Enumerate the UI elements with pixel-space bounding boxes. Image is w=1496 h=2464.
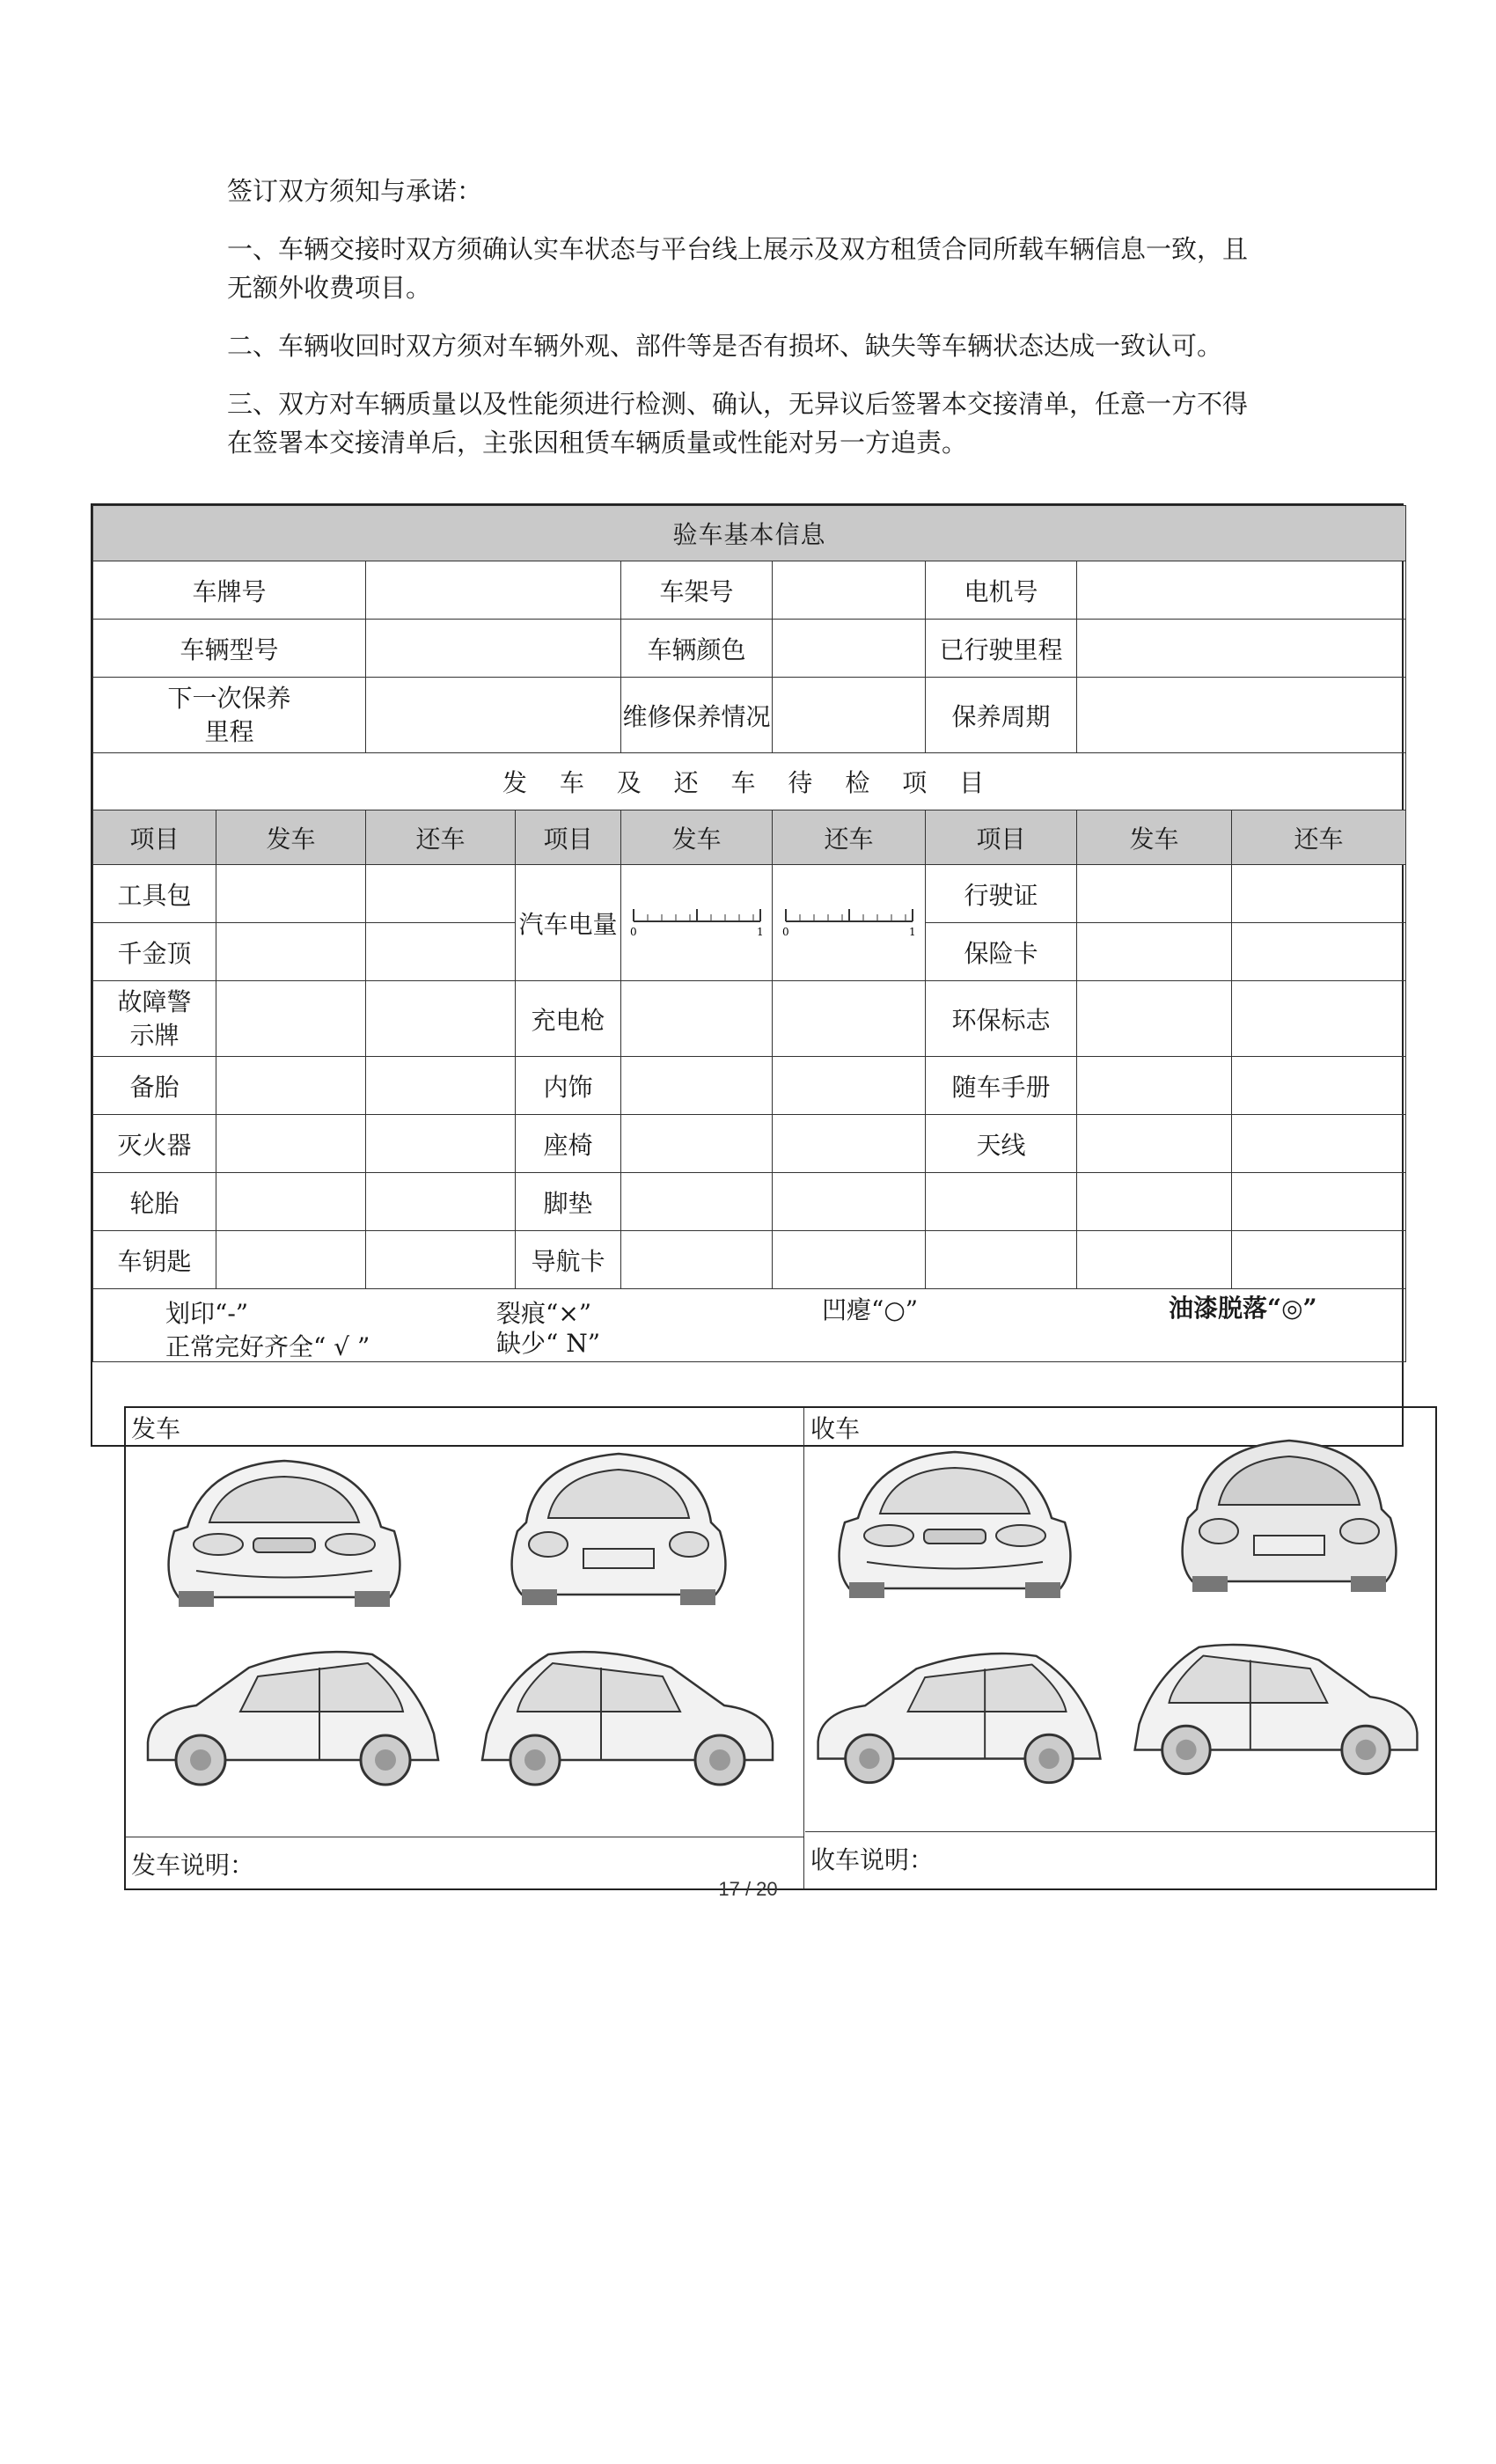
cell[interactable] (1232, 1115, 1406, 1173)
cell[interactable] (621, 981, 773, 1057)
header-depart-2: 发车 (621, 810, 773, 865)
item-mat: 脚垫 (516, 1173, 621, 1231)
item-insurance: 保险卡 (926, 923, 1077, 981)
cell[interactable] (216, 865, 366, 923)
header-depart-3: 发车 (1077, 810, 1232, 865)
motor-field[interactable] (1077, 561, 1406, 620)
gauge-max-label: 1 (908, 926, 916, 937)
cell[interactable] (1077, 1231, 1232, 1289)
cell[interactable] (621, 1057, 773, 1115)
next-service-field[interactable] (366, 678, 621, 753)
header-return-3: 还车 (1232, 810, 1406, 865)
inspection-title: 发 车 及 还 车 待 检 项 目 (93, 753, 1406, 810)
vehicle-diagram-section (124, 1406, 1437, 1890)
legend-missing: 缺少“ N” (496, 1329, 601, 1358)
mileage-label: 已行驶里程 (926, 620, 1077, 678)
legend-scratch: 划印“-” (165, 1299, 249, 1328)
color-field[interactable] (773, 620, 926, 678)
gauge-min-label: 0 (781, 926, 789, 937)
item-toolkit: 工具包 (93, 865, 216, 923)
cell[interactable] (216, 1115, 366, 1173)
item-manual: 随车手册 (926, 1057, 1077, 1115)
next-service-label-b: 里程 (204, 716, 254, 746)
maintenance-label: 维修保养情况 (621, 678, 773, 753)
cell[interactable] (926, 1173, 1077, 1231)
notes-heading: 签订双方须知与承诺： (227, 176, 483, 206)
receive-panel (805, 1408, 1435, 1888)
motor-label: 电机号 (926, 561, 1077, 620)
depart-title: 发车 (131, 1414, 181, 1443)
color-label: 车辆颜色 (621, 620, 773, 678)
mileage-field[interactable] (1077, 620, 1406, 678)
item-spare-tire: 备胎 (93, 1057, 216, 1115)
car-right-side-icon (1122, 1619, 1430, 1786)
cell[interactable] (1077, 865, 1232, 923)
legend-paint: 油漆脱落“◎” (1169, 1294, 1317, 1323)
cell[interactable] (773, 1115, 926, 1173)
cell[interactable] (1232, 1231, 1406, 1289)
cell[interactable] (773, 1057, 926, 1115)
model-label: 车辆型号 (93, 620, 366, 678)
header-return-2: 还车 (773, 810, 926, 865)
depart-panel (126, 1408, 804, 1888)
gauge-min-label: 0 (629, 926, 637, 937)
item-battery: 汽车电量 (516, 865, 621, 981)
car-right-side-icon (469, 1628, 786, 1795)
car-rear-icon (1157, 1421, 1421, 1606)
cell[interactable] (366, 865, 516, 923)
warning-sign-b: 示牌 (129, 1020, 180, 1050)
cell[interactable] (1077, 981, 1232, 1057)
battery-gauge-return[interactable] (773, 865, 926, 981)
basic-info-title: 验车基本信息 (93, 506, 1406, 561)
cell[interactable] (1077, 1057, 1232, 1115)
plate-label: 车牌号 (93, 561, 366, 620)
cell[interactable] (773, 1231, 926, 1289)
cell[interactable] (1232, 923, 1406, 981)
item-antenna: 天线 (926, 1115, 1077, 1173)
cell[interactable] (621, 1115, 773, 1173)
cell[interactable] (1077, 1115, 1232, 1173)
cell[interactable] (1077, 1173, 1232, 1231)
service-cycle-label: 保养周期 (926, 678, 1077, 753)
cell[interactable] (1232, 1173, 1406, 1231)
page-number: 17 / 20 (718, 1878, 778, 1900)
cell[interactable] (773, 1173, 926, 1231)
legend-crack: 裂痕“×” (496, 1299, 592, 1328)
battery-gauge-depart[interactable] (621, 865, 773, 981)
damage-legend (93, 1289, 1406, 1362)
item-warning-sign (93, 981, 216, 1057)
cell[interactable] (926, 1231, 1077, 1289)
plate-field[interactable] (366, 561, 621, 620)
item-tire: 轮胎 (93, 1173, 216, 1231)
header-depart-1: 发车 (216, 810, 366, 865)
legend-ok: 正常完好齐全“ √ ” (165, 1332, 370, 1361)
depart-note-label: 发车说明： (131, 1851, 255, 1880)
notes-section (227, 172, 1265, 481)
receive-title: 收车 (810, 1414, 861, 1443)
warning-sign-a: 故障警 (117, 986, 192, 1016)
cell[interactable] (366, 1115, 516, 1173)
receive-note-label: 收车说明： (810, 1845, 935, 1874)
item-charger: 充电枪 (516, 981, 621, 1057)
item-jack: 千金顶 (93, 923, 216, 981)
cell[interactable] (1232, 1057, 1406, 1115)
car-front-icon (152, 1443, 416, 1610)
cell[interactable] (1232, 865, 1406, 923)
maintenance-field[interactable] (773, 678, 926, 753)
car-left-side-icon (135, 1628, 451, 1795)
item-nav-card: 导航卡 (516, 1231, 621, 1289)
item-extinguisher: 灭火器 (93, 1115, 216, 1173)
battery-gauge-icon (779, 902, 920, 937)
cell[interactable] (366, 923, 516, 981)
item-license: 行驶证 (926, 865, 1077, 923)
cell[interactable] (216, 1057, 366, 1115)
cell[interactable] (366, 1173, 516, 1231)
next-service-label (93, 678, 366, 753)
notes-item-2: 二、车辆收回时双方须对车辆外观、部件等是否有损坏、缺失等车辆状态达成一致认可。 (227, 331, 1223, 361)
header-item-3: 项目 (926, 810, 1077, 865)
cell[interactable] (366, 1057, 516, 1115)
cell[interactable] (216, 923, 366, 981)
item-interior: 内饰 (516, 1057, 621, 1115)
cell[interactable] (366, 981, 516, 1057)
vin-label: 车架号 (621, 561, 773, 620)
vin-field[interactable] (773, 561, 926, 620)
cell[interactable] (216, 981, 366, 1057)
gauge-max-label: 1 (756, 926, 764, 937)
notes-item-1: 一、车辆交接时双方须确认实车状态与平台线上展示及双方租赁合同所载车辆信息一致，且无额外收费项目。 (227, 234, 1249, 303)
car-rear-icon (487, 1434, 751, 1610)
next-service-label-a: 下一次保养 (167, 683, 291, 713)
battery-gauge-icon (627, 902, 767, 937)
header-return-1: 还车 (366, 810, 516, 865)
header-item-2: 项目 (516, 810, 621, 865)
inspection-form (91, 503, 1404, 1447)
item-key: 车钥匙 (93, 1231, 216, 1289)
cell[interactable] (216, 1173, 366, 1231)
car-front-icon (823, 1434, 1087, 1610)
model-field[interactable] (366, 620, 621, 678)
car-left-side-icon (805, 1628, 1113, 1795)
cell[interactable] (366, 1231, 516, 1289)
header-item-1: 项目 (93, 810, 216, 865)
service-cycle-field[interactable] (1077, 678, 1406, 753)
legend-dent: 凹瘪“○” (822, 1295, 919, 1324)
item-seat: 座椅 (516, 1115, 621, 1173)
cell[interactable] (621, 1231, 773, 1289)
notes-item-3: 三、双方对车辆质量以及性能须进行检测、确认，无异议后签署本交接清单，任意一方不得在签署本交接清单后，主张因租赁车辆质量或性能对另一方追责。 (227, 389, 1249, 458)
cell[interactable] (216, 1231, 366, 1289)
item-eco-label: 环保标志 (926, 981, 1077, 1057)
cell[interactable] (1077, 923, 1232, 981)
cell[interactable] (621, 1173, 773, 1231)
cell[interactable] (1232, 981, 1406, 1057)
cell[interactable] (773, 981, 926, 1057)
